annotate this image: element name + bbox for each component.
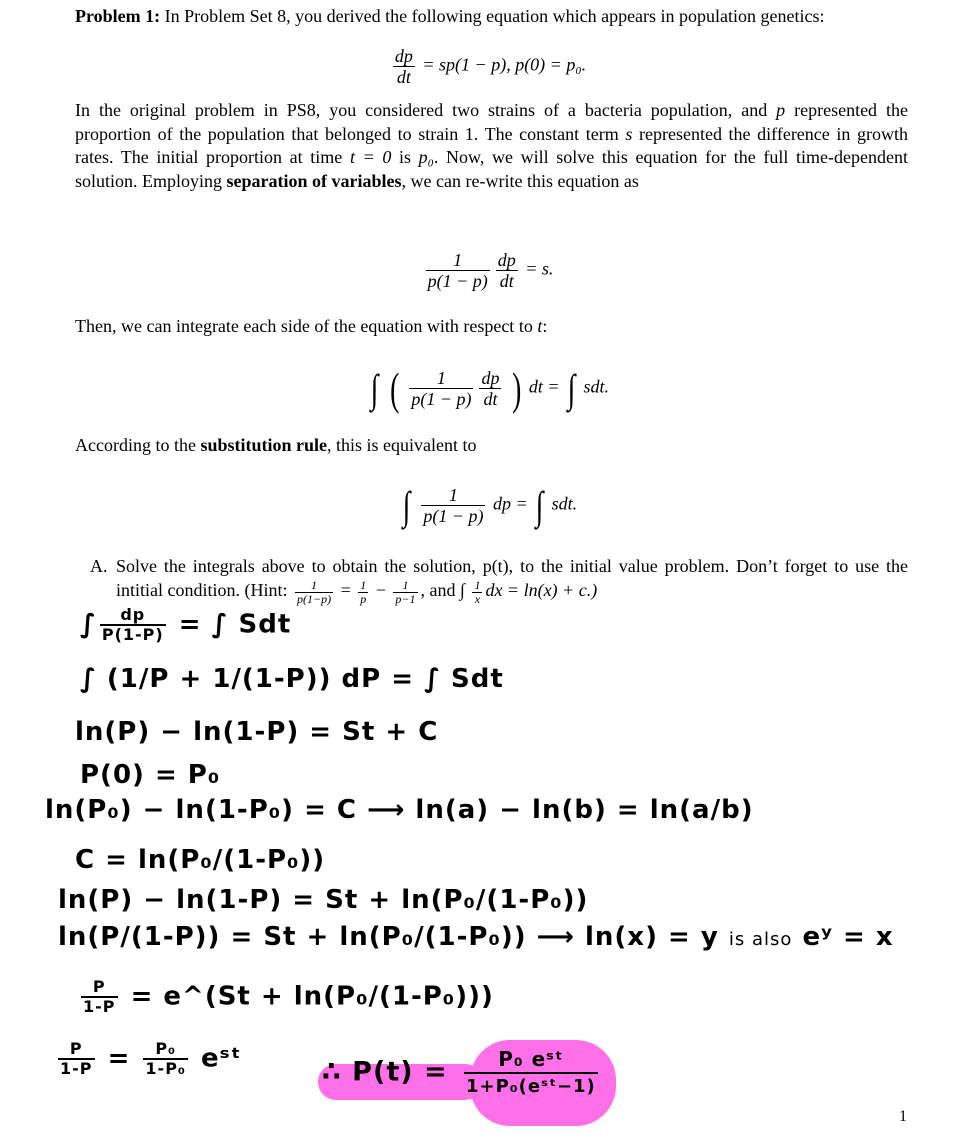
fraction-numerator: 1 [474,578,481,593]
context-paragraph [75,99,908,193]
handwritten-text: is also [728,929,793,950]
text-run: . Now, we will solve this equation for the full time-dependent solution. Employing [75,147,909,191]
fraction-numerator: P₀ [143,1040,188,1060]
equation-ode [0,46,976,87]
fraction-numerator: 1 [426,250,490,271]
fraction-numerator: 1 [409,368,473,389]
fraction [409,368,473,409]
variable: t [537,316,543,336]
fraction-numerator: 1 [393,579,417,593]
equation-rhs: sdt. [583,376,609,397]
equation-separated [0,250,976,291]
part-a-text: Solve the integrals above to obtain the solution, p(t), to the initial value problem. Don’t forget to use the intitial condition. (Hint: [116,556,908,600]
text-run: represented the difference in growth rates. The initial proportion at time [75,123,908,167]
equation-rhs: = s. [525,258,554,279]
hint-fraction [295,579,333,606]
text-run: dx = ln(x) + c.) [485,579,598,600]
handwritten-text: = e^(St + ln(P₀/(1-P₀))) [130,981,494,1012]
text-run: According to the [75,435,196,455]
equation-text: dp = [492,493,528,514]
final-answer [322,1046,601,1100]
handwritten-line-2: ∫ (1/P + 1/(1-P)) dP = ∫ Sdt [80,664,504,694]
left-paren: ( [389,363,399,414]
handwritten-line-3: ln(P) − ln(1-P) = St + C [75,717,439,747]
fraction-denominator: 1+P₀(eˢᵗ−1) [466,1076,596,1097]
handwritten-line-5 [45,795,754,825]
right-paren: ) [512,363,522,414]
text-run: = [340,579,351,600]
fraction [100,606,166,644]
handwritten-text: ln(P/(1-P)) = St + ln(P₀/(1-P₀)) [58,922,527,952]
fraction-numerator: dp [497,250,516,270]
part-label: A. [90,556,108,576]
variable: t = 0 [349,147,392,167]
text-run: is [399,147,412,167]
fraction-numerator: dp [394,46,413,66]
fraction-numerator: P [81,978,118,998]
equation-integrated [0,362,976,415]
handwritten-text: = ∫ Sdt [178,609,292,640]
handwritten-line-8 [58,922,894,952]
equation-rhs: sdt. [551,493,578,514]
hint-fraction [393,579,417,606]
equation-text: dt = [528,376,560,397]
equation-rhs: = sp(1 − p), p(0) = p₀. [422,54,587,75]
handwritten-line-1: ∫ $\frac{dp}{P(1-P)}$ = ∫ Sdt [80,605,292,644]
arrow-icon: ⟶ [536,922,575,952]
intro-text: In Problem Set 8, you derived the following equation which appears in population genetics: [164,6,825,26]
fraction-denominator: 1-P [83,997,116,1016]
text-run: , we can re-write this equation as [401,170,639,191]
arrow-icon: ⟶ [367,795,406,825]
handwritten-line-9 [78,978,494,1016]
fraction [479,368,501,409]
integral-sign: ∫ [567,366,576,411]
fraction-denominator: p(1 − p) [423,506,484,526]
handwritten-line-7: ln(P) − ln(1-P) = St + ln(P₀/(1-P₀)) [58,885,589,915]
fraction-numerator: 1 [360,578,367,593]
integrate-paragraph [75,315,908,339]
integral-sign: ∫ [460,579,465,600]
handwritten-text: = [107,1043,131,1074]
bold-term: substitution rule [200,435,327,455]
fraction-denominator: 1-P₀ [145,1059,186,1078]
fraction [421,485,485,526]
fraction-denominator: p [360,592,367,607]
fraction [143,1040,188,1078]
equation-substituted [0,482,976,529]
fraction-denominator: 1-P [60,1059,93,1078]
fraction-denominator: dt [483,389,498,409]
handwritten-text: eˢᵗ [201,1043,242,1074]
fraction-denominator: x [474,592,481,607]
handwritten-text: ln(a) − ln(b) = ln(a/b) [415,795,754,825]
fraction [496,250,518,291]
text-run: Then, we can integrate each side of the equation with respect to [75,316,533,336]
handwritten-text: ln(x) = y [585,922,719,952]
text-run: , and [420,579,456,600]
fraction-denominator: dt [396,67,411,87]
fraction-denominator: P(1-P) [101,625,164,644]
fraction-numerator: dp [100,606,166,626]
page-number: 1 [899,1108,907,1125]
part-a [90,555,908,606]
variable: s [625,123,633,144]
integral-sign: ∫ [370,366,379,411]
text-run: : [542,316,548,336]
fraction-denominator: p(1−p) [296,592,332,607]
fraction-denominator: dt [499,271,514,291]
variable: p₀ [418,147,434,167]
text-run: − [375,579,386,600]
fraction [81,978,118,1016]
text-run: , this is equivalent to [327,435,477,455]
answer-fraction [464,1046,598,1100]
intro-paragraph [75,5,908,29]
fraction [58,1040,95,1078]
answer-prefix: ∴ P(t) = [322,1056,448,1088]
handwritten-text: eʸ = x [802,922,894,952]
text-run: In the original problem in PS8, you considered two strains of a bacteria population, and [75,100,768,120]
problem-label: Problem 1: [75,6,161,26]
handwritten-line-4: P(0) = P₀ [80,760,221,790]
fraction-denominator: p−1 [395,592,416,607]
fraction-numerator: dp [481,368,500,388]
fraction-denominator: p(1 − p) [411,389,472,409]
handwritten-line-10 [55,1040,242,1078]
hint-fraction [358,579,368,606]
fraction-numerator: 1 [421,485,485,506]
substitution-paragraph [75,434,908,458]
integral-sign: ∫ [535,483,544,528]
hint-fraction [472,579,482,606]
fraction [426,250,490,291]
bold-term: separation of variables [226,170,402,191]
fraction-denominator: p(1 − p) [427,271,488,291]
text-run: represented the proportion of the population that belonged to strain 1. The constant term [75,100,909,144]
derivative-fraction [393,46,415,87]
handwritten-text: ln(P₀) − ln(1-P₀) = C [45,795,358,825]
variable: p [776,100,786,120]
handwritten-line-6: C = ln(P₀/(1-P₀)) [75,845,326,875]
fraction-numerator: 1 [295,579,333,593]
fraction-numerator: P [58,1040,95,1060]
fraction-numerator: P₀ eˢᵗ [464,1046,598,1074]
integral-sign: ∫ [402,483,411,528]
